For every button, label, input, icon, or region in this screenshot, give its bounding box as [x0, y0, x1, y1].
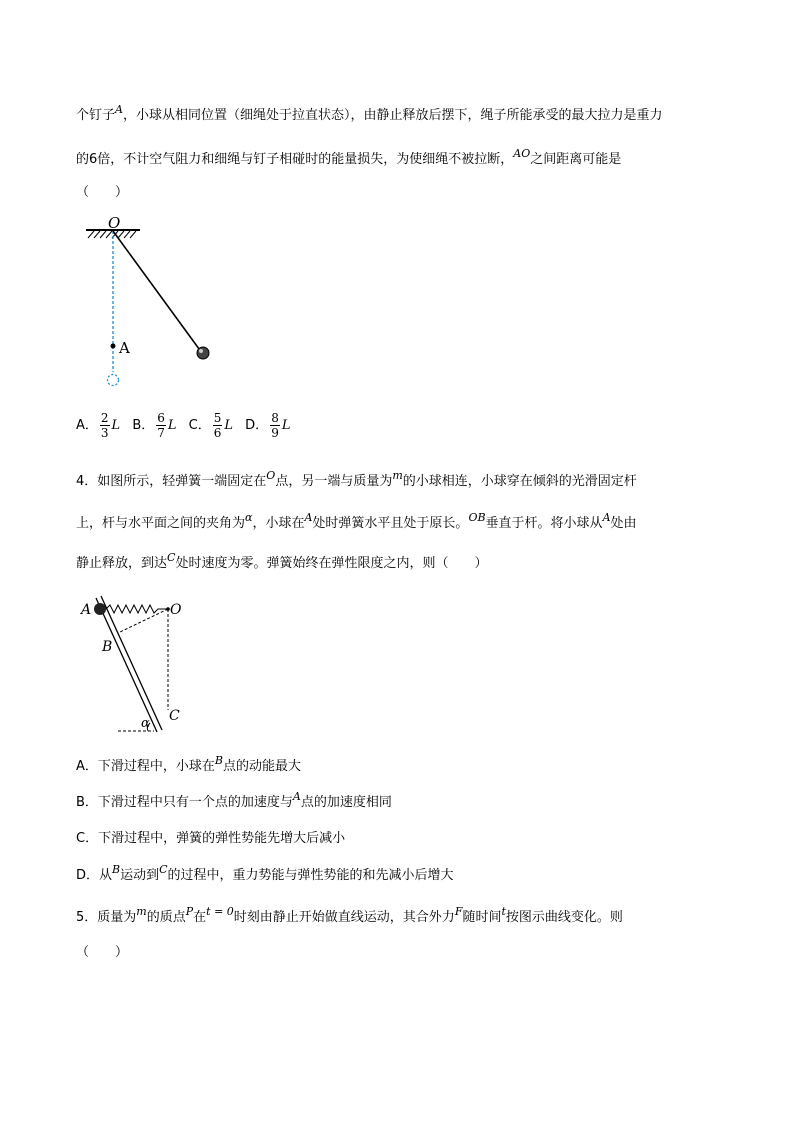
- math-var: L: [281, 418, 291, 433]
- q5-text: 的质点: [146, 910, 186, 925]
- q4-option-a: [76, 754, 302, 777]
- q5-text: 随时间: [462, 910, 502, 925]
- q4-line-3: [76, 551, 488, 574]
- math-var: F: [454, 905, 463, 918]
- math-var: α: [245, 511, 253, 524]
- q5-text: 按图示曲线变化。则: [505, 910, 623, 925]
- math-var: m: [136, 905, 147, 918]
- nail-point: [111, 344, 116, 349]
- math-var: L: [224, 418, 234, 433]
- math-var: t = 0: [206, 905, 234, 918]
- q3-options: [76, 408, 298, 444]
- math-var: C: [167, 551, 176, 564]
- label-O: O: [170, 602, 182, 618]
- math-var: A: [292, 790, 301, 803]
- math-var: L: [167, 418, 177, 433]
- q3-text: 个钉子: [76, 108, 116, 123]
- q4-text: 4．如图所示，轻弹簧一端固定在: [76, 474, 267, 489]
- option-text: 点的加速度相同: [300, 795, 392, 810]
- numerator: 2: [100, 411, 109, 425]
- option-text: D．从: [76, 868, 113, 883]
- fraction: [156, 411, 166, 440]
- option-text: 运动到: [120, 868, 160, 883]
- q4-option-c: C．下滑过程中，弹簧的弹性势能先增大后减小: [76, 831, 346, 846]
- label-O: O: [108, 214, 121, 232]
- q3-option-c: [189, 408, 233, 444]
- math-var: B: [112, 863, 121, 876]
- ceiling-hatch: [88, 231, 136, 238]
- label-C: C: [169, 708, 180, 724]
- denominator: 6: [213, 426, 222, 440]
- label-A: A: [119, 339, 130, 357]
- fraction: [270, 411, 280, 440]
- math-var: C: [159, 863, 168, 876]
- q4-text: 垂直于杆。将小球从: [485, 516, 603, 531]
- option-letter: D．: [245, 418, 269, 433]
- option-letter: B．: [132, 418, 155, 433]
- q4-text: 处时速度为零。弹簧始终在弹性限度之内，则（ ）: [175, 556, 488, 571]
- label-alpha: α: [141, 716, 150, 731]
- q4-text: 处由: [610, 516, 637, 531]
- ball-A: [94, 603, 106, 615]
- q4-line-2: [76, 511, 637, 534]
- q4-text: 处时弹簧水平且处于原长。: [312, 516, 469, 531]
- math-var: A: [304, 511, 313, 524]
- label-B: B: [102, 639, 113, 655]
- q3-text: ，小球从相同位置（细绳处于拉直状态），由静止释放后摆下，绳子所能承受的最大拉力是重力: [122, 108, 663, 123]
- math-var: L: [111, 418, 121, 433]
- pendulum-ball: [197, 347, 209, 359]
- q4-text: 的小球相连，小球穿在倾斜的光滑固定杆: [402, 474, 637, 489]
- denominator: 7: [157, 426, 165, 440]
- ball-highlight: [199, 349, 203, 353]
- OB-dashed-line: [120, 609, 168, 632]
- q3-line-2: [76, 147, 622, 170]
- q5-paren: （ ）: [76, 945, 129, 960]
- math-var: A: [602, 511, 611, 524]
- q5-text: 在: [193, 910, 207, 925]
- denominator: 9: [271, 426, 279, 440]
- denominator: 3: [100, 426, 109, 440]
- option-text: B．下滑过程中只有一个点的加速度与: [76, 795, 293, 810]
- q3-text: 的6倍，不计空气阻力和细绳与钉子相碰时的能量损失，为使细绳不被拉断，: [76, 152, 514, 167]
- q4-text: 上，杆与水平面之间的夹角为: [76, 516, 246, 531]
- q3-text: 之间距离可能是: [530, 152, 622, 167]
- q5-text: 5．质量为: [76, 910, 137, 925]
- q4-line-1: [76, 469, 637, 492]
- dashed-ball: [108, 375, 119, 386]
- q4-text: ，小球在: [252, 516, 305, 531]
- q4-option-d: [76, 863, 454, 886]
- fraction: [100, 411, 110, 440]
- q5-line-1: [76, 905, 623, 928]
- math-var: t: [501, 905, 506, 918]
- option-letter: A．: [76, 418, 98, 433]
- q3-option-a: [76, 408, 120, 444]
- q4-option-b: [76, 790, 392, 813]
- q3-option-d: [245, 408, 290, 444]
- option-text: 点的动能最大: [223, 759, 302, 774]
- q4-text: 点，另一端与质量为: [275, 474, 393, 489]
- q4-text: 静止释放，到达: [76, 556, 168, 571]
- q3-paren: （ ）: [76, 185, 129, 200]
- math-var: P: [185, 905, 194, 918]
- math-var: A: [115, 103, 123, 116]
- q5-text: 时刻由静止开始做直线运动，其合外力: [233, 910, 455, 925]
- option-text: A．下滑过程中，小球在: [76, 759, 215, 774]
- rope-line: [113, 231, 202, 353]
- q3-line-1: [76, 103, 663, 126]
- option-letter: C．: [188, 418, 211, 433]
- math-var: OB: [468, 511, 486, 524]
- math-var: AO: [513, 147, 531, 160]
- numerator: 8: [271, 411, 279, 425]
- q3-option-b: [132, 408, 176, 444]
- q4-incline-figure: [78, 590, 198, 740]
- numerator: 6: [157, 411, 165, 425]
- spring-coil: [106, 605, 168, 613]
- math-var: O: [266, 469, 276, 482]
- numerator: 5: [213, 411, 222, 425]
- label-A: A: [81, 602, 92, 618]
- fraction: [213, 411, 223, 440]
- math-var: m: [392, 469, 403, 482]
- option-text: 的过程中，重力势能与弹性势能的和先减小后增大: [167, 868, 454, 883]
- q3-pendulum-figure: [82, 214, 222, 394]
- math-var: B: [214, 754, 223, 767]
